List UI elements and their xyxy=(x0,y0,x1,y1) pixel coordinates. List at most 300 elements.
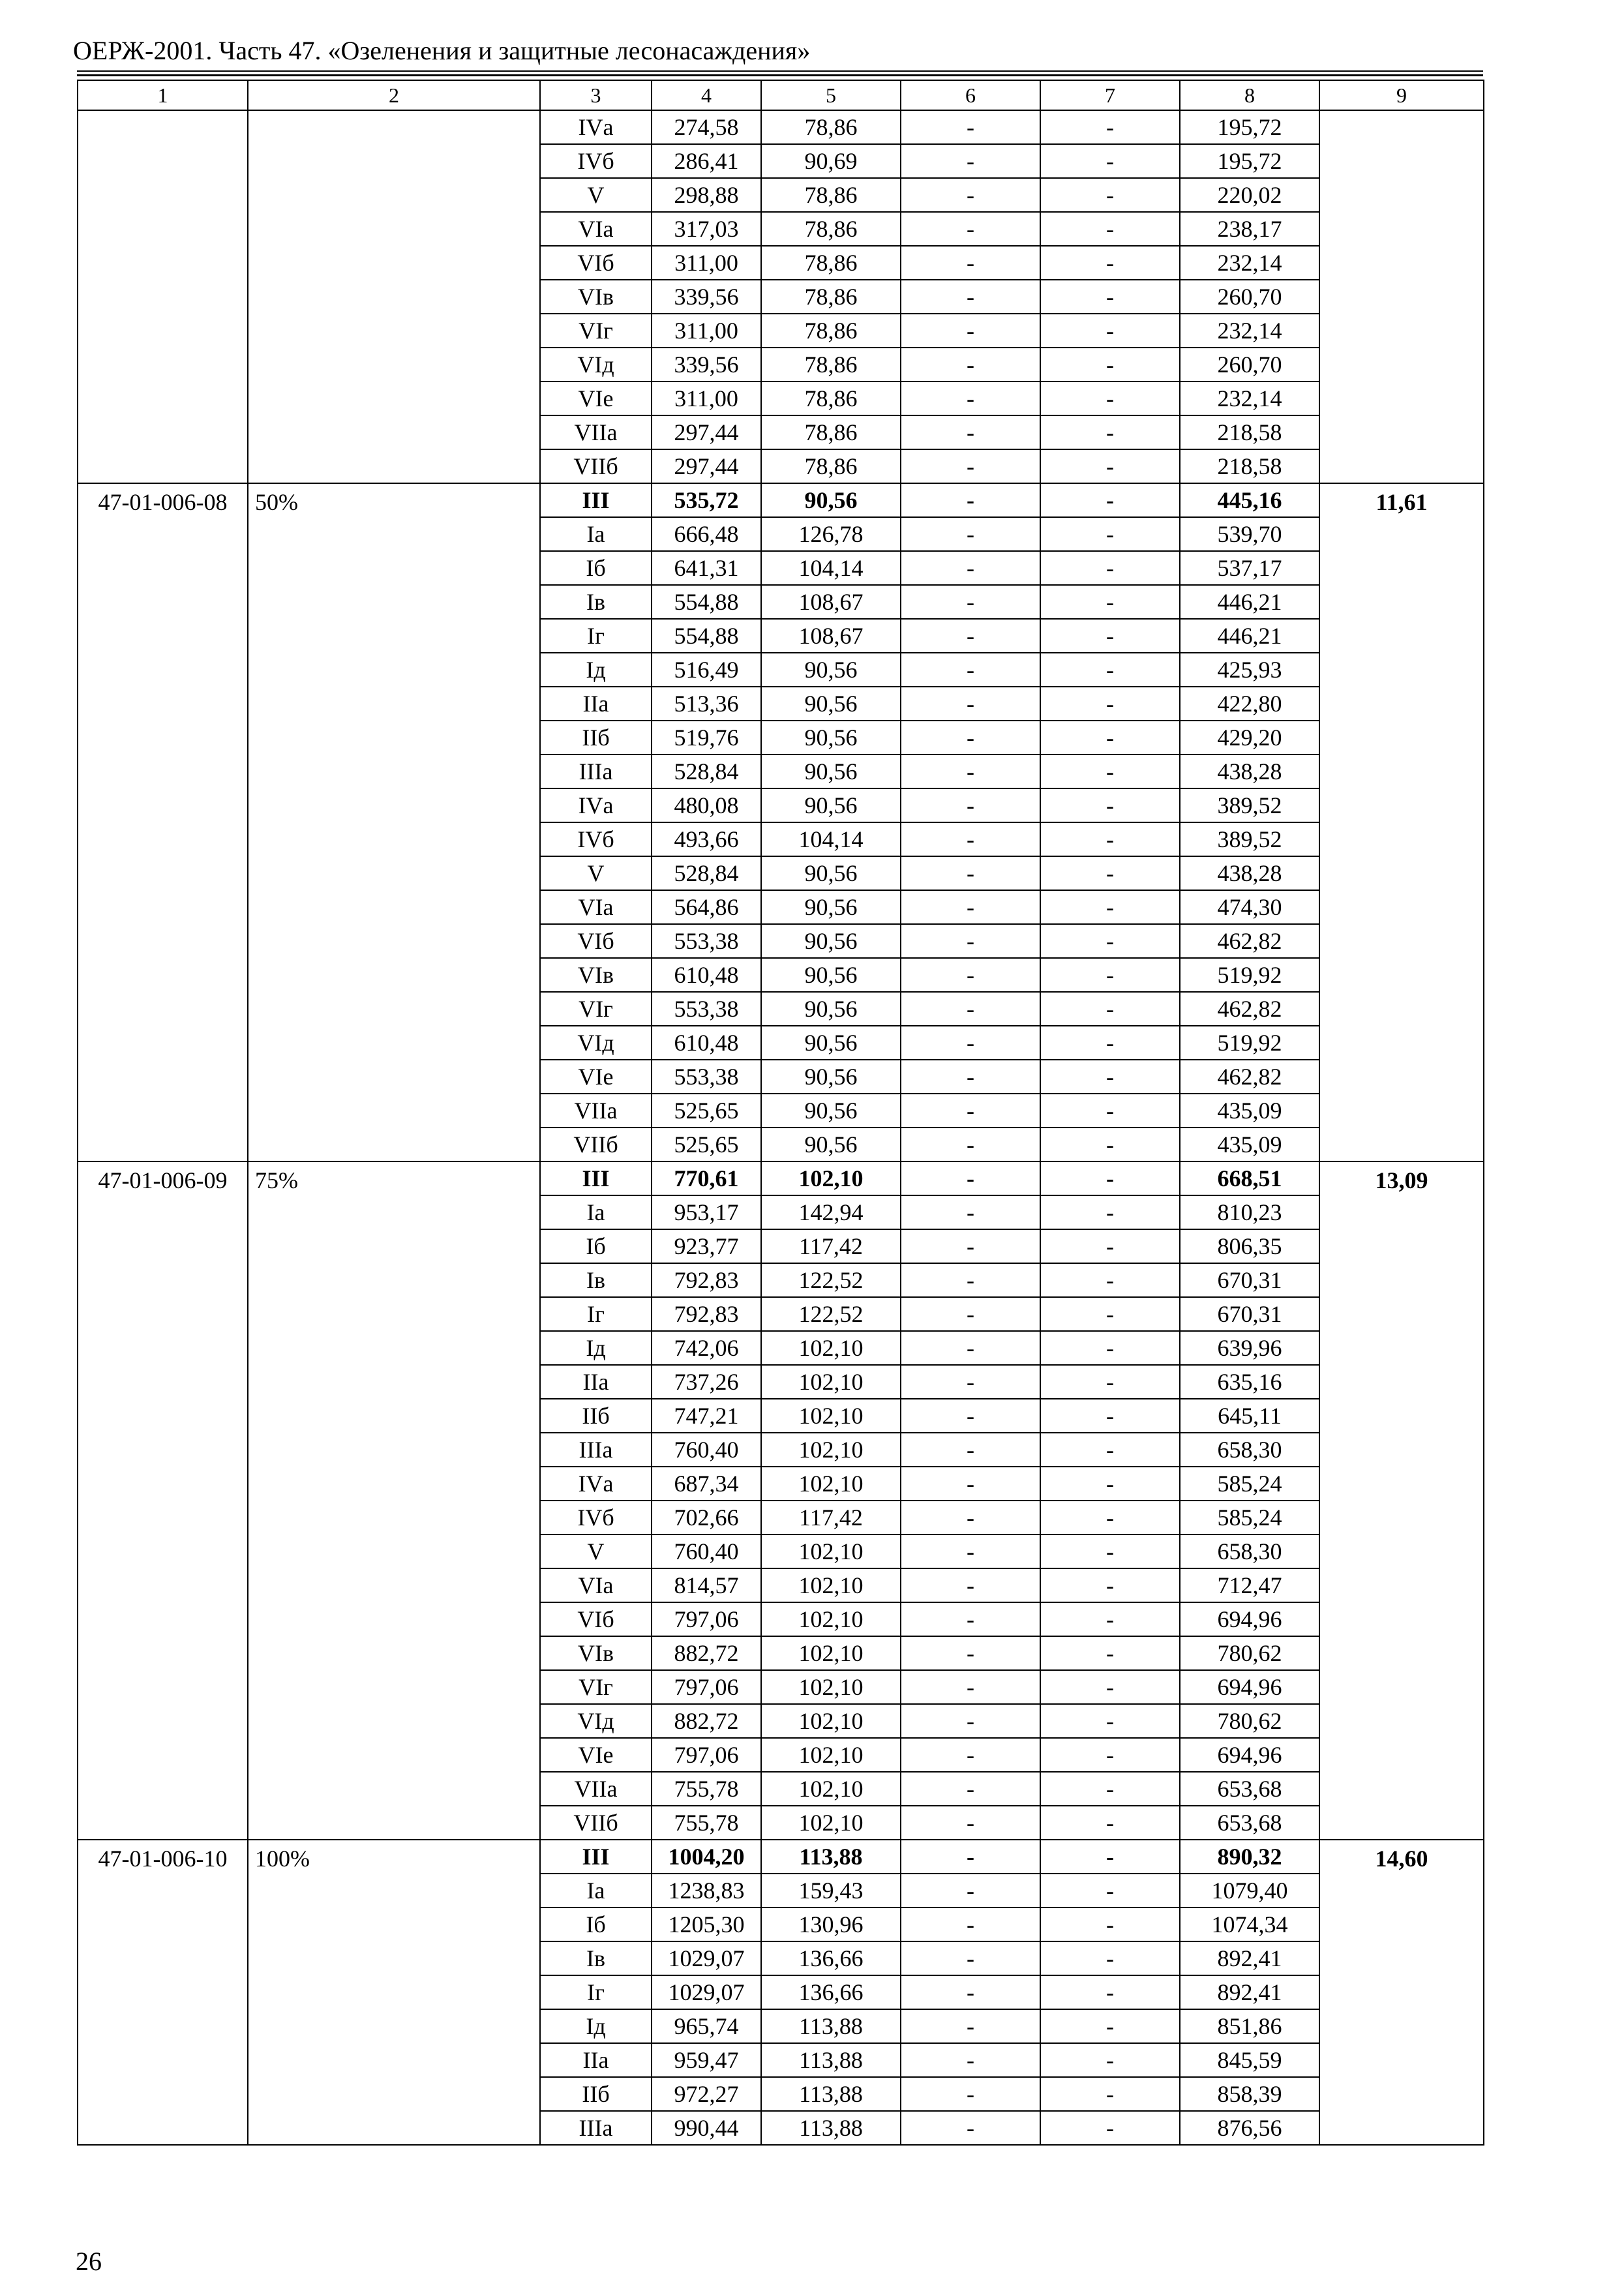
value-cell: 102,10 xyxy=(761,1433,901,1467)
value-cell: - xyxy=(1040,1094,1180,1128)
value-cell: 218,58 xyxy=(1180,449,1319,483)
value-cell: - xyxy=(1040,1501,1180,1534)
zone-cell: Iб xyxy=(540,1908,652,1941)
column-header: 4 xyxy=(652,80,761,110)
value-cell: - xyxy=(1040,856,1180,890)
value-cell: - xyxy=(901,1874,1040,1908)
value-cell: 218,58 xyxy=(1180,415,1319,449)
value-cell: - xyxy=(901,110,1040,144)
value-cell: 90,56 xyxy=(761,992,901,1026)
document-header-title: ОЕРЖ-2001. Часть 47. «Озеленения и защитные лесонасаждения» xyxy=(73,36,811,65)
value-cell: 102,10 xyxy=(761,1534,901,1568)
table-row xyxy=(78,1161,1484,1195)
value-cell: 770,61 xyxy=(652,1161,761,1195)
value-cell: 462,82 xyxy=(1180,992,1319,1026)
zone-cell: IVа xyxy=(540,1467,652,1501)
rate-percent-cell: 50% xyxy=(248,483,540,1161)
value-cell: 923,77 xyxy=(652,1229,761,1263)
value-cell: - xyxy=(1040,1161,1180,1195)
value-cell: - xyxy=(1040,687,1180,721)
zone-cell: Iб xyxy=(540,1229,652,1263)
column-header: 6 xyxy=(901,80,1040,110)
rates-table xyxy=(77,80,1484,2146)
value-cell: 102,10 xyxy=(761,1670,901,1704)
value-cell: 90,56 xyxy=(761,653,901,687)
zone-cell: IVа xyxy=(540,788,652,822)
value-cell: - xyxy=(901,1636,1040,1670)
value-cell: - xyxy=(1040,1602,1180,1636)
value-cell: - xyxy=(901,1704,1040,1738)
value-cell: - xyxy=(901,856,1040,890)
value-cell: - xyxy=(901,1195,1040,1229)
value-cell: - xyxy=(901,483,1040,517)
value-cell: - xyxy=(1040,212,1180,246)
value-cell: - xyxy=(1040,924,1180,958)
value-cell: 535,72 xyxy=(652,483,761,517)
value-cell: - xyxy=(1040,1297,1180,1331)
value-cell: - xyxy=(901,1026,1040,1060)
value-cell: 882,72 xyxy=(652,1636,761,1670)
value-cell: 760,40 xyxy=(652,1433,761,1467)
value-cell: 694,96 xyxy=(1180,1670,1319,1704)
value-cell: 117,42 xyxy=(761,1229,901,1263)
value-cell: 553,38 xyxy=(652,1060,761,1094)
value-cell: - xyxy=(901,382,1040,415)
value-cell: 195,72 xyxy=(1180,110,1319,144)
rates-table-body xyxy=(78,80,1484,2145)
zone-cell: Iа xyxy=(540,517,652,551)
value-cell: 882,72 xyxy=(652,1704,761,1738)
value-cell: 102,10 xyxy=(761,1602,901,1636)
value-cell: 635,16 xyxy=(1180,1365,1319,1399)
value-cell: 142,94 xyxy=(761,1195,901,1229)
value-cell: - xyxy=(901,1297,1040,1331)
zone-cell: V xyxy=(540,856,652,890)
value-cell: 297,44 xyxy=(652,449,761,483)
value-cell: 232,14 xyxy=(1180,382,1319,415)
value-cell: - xyxy=(1040,1806,1180,1840)
value-cell: 78,86 xyxy=(761,415,901,449)
value-cell: - xyxy=(1040,1738,1180,1772)
value-cell: - xyxy=(901,449,1040,483)
value-cell: 339,56 xyxy=(652,348,761,382)
value-cell: - xyxy=(901,1060,1040,1094)
value-cell: - xyxy=(1040,348,1180,382)
value-cell: - xyxy=(1040,178,1180,212)
value-cell: 389,52 xyxy=(1180,822,1319,856)
value-cell: 670,31 xyxy=(1180,1263,1319,1297)
column-header: 3 xyxy=(540,80,652,110)
value-cell: 1029,07 xyxy=(652,1941,761,1975)
value-cell: - xyxy=(901,1908,1040,1941)
value-cell: 220,02 xyxy=(1180,178,1319,212)
value-cell: 389,52 xyxy=(1180,788,1319,822)
value-cell: 232,14 xyxy=(1180,246,1319,280)
value-cell: 892,41 xyxy=(1180,1941,1319,1975)
zone-cell: VIг xyxy=(540,1670,652,1704)
value-cell: 755,78 xyxy=(652,1772,761,1806)
value-cell: - xyxy=(1040,1433,1180,1467)
value-cell: 493,66 xyxy=(652,822,761,856)
value-cell: 1079,40 xyxy=(1180,1874,1319,1908)
value-cell: 102,10 xyxy=(761,1704,901,1738)
value-cell: 78,86 xyxy=(761,178,901,212)
zone-cell: VIа xyxy=(540,212,652,246)
value-cell: - xyxy=(1040,1874,1180,1908)
table-row xyxy=(78,110,1484,144)
value-cell: - xyxy=(1040,2043,1180,2077)
zone-cell: IVб xyxy=(540,144,652,178)
value-cell: - xyxy=(901,212,1040,246)
value-cell: 792,83 xyxy=(652,1297,761,1331)
value-cell: 126,78 xyxy=(761,517,901,551)
value-cell: 298,88 xyxy=(652,178,761,212)
value-cell: 260,70 xyxy=(1180,280,1319,314)
zone-cell: IIа xyxy=(540,687,652,721)
value-cell: 797,06 xyxy=(652,1670,761,1704)
zone-cell: IVб xyxy=(540,822,652,856)
value-cell: - xyxy=(901,1602,1040,1636)
value-cell: 658,30 xyxy=(1180,1534,1319,1568)
zone-cell: Iа xyxy=(540,1874,652,1908)
value-cell: 195,72 xyxy=(1180,144,1319,178)
value-cell: - xyxy=(901,348,1040,382)
value-cell: 806,35 xyxy=(1180,1229,1319,1263)
value-cell: - xyxy=(901,551,1040,585)
value-cell: - xyxy=(1040,1704,1180,1738)
column-header: 2 xyxy=(248,80,540,110)
value-cell: - xyxy=(901,890,1040,924)
value-cell: 845,59 xyxy=(1180,2043,1319,2077)
value-cell: 90,56 xyxy=(761,1026,901,1060)
zone-cell: VIв xyxy=(540,958,652,992)
table-header-row xyxy=(78,80,1484,110)
value-cell: 553,38 xyxy=(652,992,761,1026)
page-number: 26 xyxy=(76,2247,102,2276)
value-cell: 990,44 xyxy=(652,2111,761,2145)
value-cell: 610,48 xyxy=(652,1026,761,1060)
zone-cell: Iб xyxy=(540,551,652,585)
value-cell: - xyxy=(901,1772,1040,1806)
zone-cell: VIг xyxy=(540,314,652,348)
zone-cell: VIа xyxy=(540,1568,652,1602)
zone-cell: IIб xyxy=(540,1399,652,1433)
value-cell: 108,67 xyxy=(761,585,901,619)
value-cell: 238,17 xyxy=(1180,212,1319,246)
value-cell: 274,58 xyxy=(652,110,761,144)
value-cell: 702,66 xyxy=(652,1501,761,1534)
value-cell: 742,06 xyxy=(652,1331,761,1365)
value-cell: - xyxy=(1040,551,1180,585)
value-cell: - xyxy=(901,1806,1040,1840)
value-cell: 653,68 xyxy=(1180,1806,1319,1840)
value-cell: - xyxy=(1040,1534,1180,1568)
value-cell: 102,10 xyxy=(761,1467,901,1501)
value-cell: 780,62 xyxy=(1180,1636,1319,1670)
value-cell: - xyxy=(1040,1908,1180,1941)
value-cell: - xyxy=(901,1433,1040,1467)
value-cell: 653,68 xyxy=(1180,1772,1319,1806)
value-cell: 438,28 xyxy=(1180,755,1319,788)
value-cell: 102,10 xyxy=(761,1772,901,1806)
value-cell: 792,83 xyxy=(652,1263,761,1297)
value-cell: 317,03 xyxy=(652,212,761,246)
value-cell: 102,10 xyxy=(761,1636,901,1670)
value-cell: 435,09 xyxy=(1180,1094,1319,1128)
value-cell: - xyxy=(901,1568,1040,1602)
value-cell: - xyxy=(1040,992,1180,1026)
value-cell: 102,10 xyxy=(761,1161,901,1195)
rate-code-cell: 47-01-006-08 xyxy=(78,483,248,1161)
value-cell: - xyxy=(1040,110,1180,144)
value-cell: 972,27 xyxy=(652,2077,761,2111)
value-cell: - xyxy=(1040,1568,1180,1602)
value-cell: - xyxy=(1040,280,1180,314)
zone-cell: IVа xyxy=(540,110,652,144)
value-cell: - xyxy=(1040,721,1180,755)
value-cell: - xyxy=(901,1840,1040,1874)
value-cell: 90,56 xyxy=(761,890,901,924)
value-cell: - xyxy=(901,687,1040,721)
value-cell: 113,88 xyxy=(761,2009,901,2043)
header-rule-thick xyxy=(77,74,1483,76)
value-cell: - xyxy=(1040,415,1180,449)
value-cell: - xyxy=(901,1263,1040,1297)
value-cell: - xyxy=(901,1399,1040,1433)
value-cell: - xyxy=(1040,788,1180,822)
value-cell: - xyxy=(901,1128,1040,1161)
value-cell: - xyxy=(1040,619,1180,653)
value-cell: - xyxy=(1040,2111,1180,2145)
value-cell: - xyxy=(901,314,1040,348)
value-cell: - xyxy=(901,585,1040,619)
value-cell: 90,56 xyxy=(761,1094,901,1128)
value-cell: 585,24 xyxy=(1180,1501,1319,1534)
zone-cell: Iг xyxy=(540,619,652,653)
zone-cell: VIв xyxy=(540,1636,652,1670)
value-cell: 641,31 xyxy=(652,551,761,585)
value-cell: 136,66 xyxy=(761,1941,901,1975)
value-cell: 528,84 xyxy=(652,755,761,788)
value-cell: - xyxy=(901,2111,1040,2145)
zone-cell: IVб xyxy=(540,1501,652,1534)
value-cell: 102,10 xyxy=(761,1738,901,1772)
value-cell: 297,44 xyxy=(652,415,761,449)
value-cell: - xyxy=(1040,1365,1180,1399)
value-cell: 1074,34 xyxy=(1180,1908,1319,1941)
value-cell: 528,84 xyxy=(652,856,761,890)
value-cell: 554,88 xyxy=(652,619,761,653)
value-cell: - xyxy=(1040,1636,1180,1670)
zone-cell: VIе xyxy=(540,1060,652,1094)
value-cell: 286,41 xyxy=(652,144,761,178)
value-cell: 513,36 xyxy=(652,687,761,721)
value-cell: 537,17 xyxy=(1180,551,1319,585)
value-cell: 554,88 xyxy=(652,585,761,619)
zone-cell: VIв xyxy=(540,280,652,314)
zone-cell: IIIа xyxy=(540,1433,652,1467)
value-cell: - xyxy=(901,178,1040,212)
value-cell: - xyxy=(1040,1229,1180,1263)
value-cell: - xyxy=(901,2077,1040,2111)
value-cell: - xyxy=(1040,1941,1180,1975)
value-cell: - xyxy=(1040,449,1180,483)
value-cell: - xyxy=(1040,1399,1180,1433)
value-cell: 519,92 xyxy=(1180,958,1319,992)
value-cell: 122,52 xyxy=(761,1263,901,1297)
value-cell: 113,88 xyxy=(761,2111,901,2145)
zone-cell: VIд xyxy=(540,348,652,382)
value-cell: 90,56 xyxy=(761,856,901,890)
value-cell: 687,34 xyxy=(652,1467,761,1501)
column-header: 7 xyxy=(1040,80,1180,110)
zone-cell: VIIб xyxy=(540,449,652,483)
rate-code-cell: 47-01-006-09 xyxy=(78,1161,248,1840)
value-cell: - xyxy=(1040,958,1180,992)
value-cell: - xyxy=(1040,653,1180,687)
column-header: 9 xyxy=(1319,80,1484,110)
value-cell: 525,65 xyxy=(652,1128,761,1161)
value-cell: 260,70 xyxy=(1180,348,1319,382)
zone-cell: Iа xyxy=(540,1195,652,1229)
value-cell: 438,28 xyxy=(1180,856,1319,890)
value-cell: 1238,83 xyxy=(652,1874,761,1908)
column9-value-cell: 13,09 xyxy=(1319,1161,1484,1840)
value-cell: - xyxy=(901,1229,1040,1263)
value-cell: 851,86 xyxy=(1180,2009,1319,2043)
zone-cell: VIе xyxy=(540,1738,652,1772)
zone-cell: VIIб xyxy=(540,1128,652,1161)
value-cell: - xyxy=(1040,1467,1180,1501)
value-cell: 311,00 xyxy=(652,246,761,280)
value-cell: 639,96 xyxy=(1180,1331,1319,1365)
value-cell: 90,56 xyxy=(761,788,901,822)
table-row xyxy=(78,483,1484,517)
value-cell: 425,93 xyxy=(1180,653,1319,687)
value-cell: - xyxy=(901,653,1040,687)
value-cell: 694,96 xyxy=(1180,1602,1319,1636)
value-cell: 130,96 xyxy=(761,1908,901,1941)
value-cell: - xyxy=(1040,755,1180,788)
value-cell: - xyxy=(901,1467,1040,1501)
value-cell: 564,86 xyxy=(652,890,761,924)
value-cell: - xyxy=(1040,314,1180,348)
zone-cell: VIIб xyxy=(540,1806,652,1840)
zone-cell: IIа xyxy=(540,1365,652,1399)
value-cell: 104,14 xyxy=(761,822,901,856)
value-cell: 102,10 xyxy=(761,1331,901,1365)
value-cell: 585,24 xyxy=(1180,1467,1319,1501)
value-cell: - xyxy=(901,2043,1040,2077)
value-cell: 755,78 xyxy=(652,1806,761,1840)
value-cell: - xyxy=(901,992,1040,1026)
value-cell: - xyxy=(1040,1128,1180,1161)
column-header: 5 xyxy=(761,80,901,110)
value-cell: 311,00 xyxy=(652,382,761,415)
zone-cell: V xyxy=(540,178,652,212)
value-cell: 78,86 xyxy=(761,382,901,415)
value-cell: 102,10 xyxy=(761,1399,901,1433)
zone-cell: VIе xyxy=(540,382,652,415)
value-cell: 858,39 xyxy=(1180,2077,1319,2111)
value-cell: 78,86 xyxy=(761,280,901,314)
column-header: 8 xyxy=(1180,80,1319,110)
value-cell: 539,70 xyxy=(1180,517,1319,551)
zone-cell: VIб xyxy=(540,1602,652,1636)
value-cell: 122,52 xyxy=(761,1297,901,1331)
value-cell: - xyxy=(901,1534,1040,1568)
value-cell: - xyxy=(1040,1263,1180,1297)
value-cell: 113,88 xyxy=(761,2043,901,2077)
zone-cell: VIа xyxy=(540,890,652,924)
value-cell: - xyxy=(901,924,1040,958)
zone-cell: IIIа xyxy=(540,2111,652,2145)
zone-cell: Iд xyxy=(540,1331,652,1365)
value-cell: 78,86 xyxy=(761,449,901,483)
value-cell: 519,92 xyxy=(1180,1026,1319,1060)
value-cell: - xyxy=(901,280,1040,314)
zone-cell: V xyxy=(540,1534,652,1568)
value-cell: 760,40 xyxy=(652,1534,761,1568)
value-cell: 519,76 xyxy=(652,721,761,755)
value-cell: 668,51 xyxy=(1180,1161,1319,1195)
value-cell: 422,80 xyxy=(1180,687,1319,721)
value-cell: - xyxy=(901,1738,1040,1772)
value-cell: 102,10 xyxy=(761,1365,901,1399)
value-cell: 102,10 xyxy=(761,1568,901,1602)
value-cell: 90,56 xyxy=(761,1128,901,1161)
column9-value-cell: 14,60 xyxy=(1319,1840,1484,2145)
value-cell: 959,47 xyxy=(652,2043,761,2077)
value-cell: 78,86 xyxy=(761,314,901,348)
zone-cell: Iд xyxy=(540,653,652,687)
value-cell: - xyxy=(901,1331,1040,1365)
value-cell: - xyxy=(901,619,1040,653)
value-cell: - xyxy=(901,1670,1040,1704)
value-cell: - xyxy=(901,1975,1040,2009)
value-cell: 965,74 xyxy=(652,2009,761,2043)
rate-percent-cell: 75% xyxy=(248,1161,540,1840)
value-cell: - xyxy=(1040,382,1180,415)
value-cell: 117,42 xyxy=(761,1501,901,1534)
value-cell: 1205,30 xyxy=(652,1908,761,1941)
zone-cell: IIб xyxy=(540,721,652,755)
zone-cell: IIа xyxy=(540,2043,652,2077)
zone-cell: VIб xyxy=(540,924,652,958)
value-cell: 90,56 xyxy=(761,483,901,517)
zone-cell: Iд xyxy=(540,2009,652,2043)
value-cell: 108,67 xyxy=(761,619,901,653)
value-cell: 90,56 xyxy=(761,1060,901,1094)
value-cell: - xyxy=(1040,1670,1180,1704)
value-cell: 516,49 xyxy=(652,653,761,687)
value-cell: 810,23 xyxy=(1180,1195,1319,1229)
value-cell: 90,56 xyxy=(761,687,901,721)
value-cell: - xyxy=(901,822,1040,856)
zone-cell: Iв xyxy=(540,585,652,619)
zone-cell: VIIа xyxy=(540,415,652,449)
rate-percent-cell: 100% xyxy=(248,1840,540,2145)
value-cell: 104,14 xyxy=(761,551,901,585)
value-cell: - xyxy=(901,144,1040,178)
value-cell: - xyxy=(901,517,1040,551)
zone-cell: VIб xyxy=(540,246,652,280)
value-cell: 113,88 xyxy=(761,2077,901,2111)
value-cell: 113,88 xyxy=(761,1840,901,1874)
value-cell: 339,56 xyxy=(652,280,761,314)
value-cell: - xyxy=(901,1501,1040,1534)
value-cell: 610,48 xyxy=(652,958,761,992)
